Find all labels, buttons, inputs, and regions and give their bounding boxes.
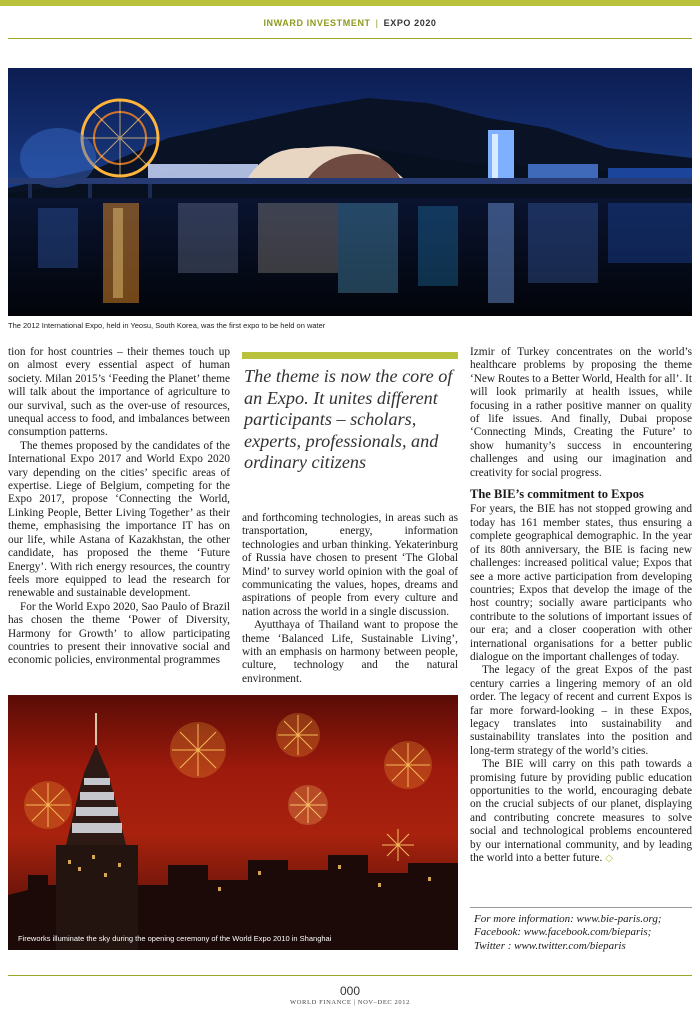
section-label: INWARD INVESTMENT	[263, 18, 371, 28]
header-separator: |	[375, 18, 379, 28]
more-information	[474, 913, 692, 953]
paragraph: The themes proposed by the candidates of the International Expo 2017 and World Expo 2020 vary depending on the cities’ specific areas of expertise. Liege of Belgium, competing for the Expo 2017, propose ‘Connecting the World, Linking People, Better Living Together’ as their theme, emphasising the importance IT has on our life, while Astana of Kazakhstan, the other candidate, has proposed the theme ‘Future Energy’. With rich energy resources, the country feels more equipped to lead the research for renewable and sustainable development.	[8, 439, 230, 600]
end-mark-icon: ◇	[605, 853, 613, 865]
paragraph: and forthcoming technologies, in areas such as transportation, energy, information technologies and urban thinking. Yekaterinburg of Russia have chosen to present ‘The Global Mind’ to survey world opinion with the goal of communicating the values, hopes, dreams and aspirations of people from every culture and nation across the world in a single discussion.	[242, 512, 458, 618]
section-title: EXPO 2020	[383, 18, 437, 28]
info-rule	[470, 907, 692, 908]
accent-bar	[0, 0, 700, 6]
paragraph: The legacy of the great Expos of the past century carries a lingering memory of an old order. The legacy of recent and current Expos is far more forward-looking – in these Expos, legacy translates into sustainability and sustainability translates into the position and long-term strategy of the world’s cities.	[470, 664, 692, 757]
paragraph: Ayutthaya of Thailand want to propose the theme ‘Balanced Life, Sustainable Living’, with an emphasis on harmony between people, culture, technology and the natural environment.	[242, 619, 458, 685]
yeosu-expo-night-photo	[8, 68, 692, 316]
paragraph: tion for host countries – their themes touch up on almost every essential aspect of human society. Milan 2015’s ‘Feeding the Planet’ theme will talk about the importance of agriculture to our survival, such as the over-use of resources, unequal access to food, and imbalances between consumption patterns.	[8, 346, 230, 439]
pullquote-bar	[242, 352, 458, 359]
facebook-link[interactable]: Facebook: www.facebook.com/bieparis;	[474, 926, 652, 939]
photo-caption: Fireworks illuminate the sky during the opening ceremony of the World Expo 2010 in Shanghai	[18, 934, 332, 943]
page-number: 000	[339, 984, 361, 998]
pull-quote: The theme is now the core of an Expo. It unites different participants – scholars, experts, professionals, and ordinary citizens	[244, 366, 453, 473]
shanghai-fireworks-photo	[8, 695, 458, 950]
subheading: The BIE’s commitment to Expos	[470, 487, 644, 502]
paragraph-text: The BIE will carry on this path towards a promising future by providing public education opportunities to the world, encouraging debate on the crucial subjects of our planet, displaying and contributing concrete measures to solve social and technological problems encountered by our international community, and by leading the world into a better future.	[470, 758, 692, 865]
article-column-1	[8, 346, 230, 668]
article-column-3	[470, 346, 692, 865]
footer-rule	[8, 975, 692, 976]
paragraph: For the World Expo 2020, Sao Paulo of Brazil has chosen the theme ‘Power of Diversity, Harmony for Growth’ to allow participating countries to present their innovative social and economic policies, environmental programmes	[8, 600, 230, 667]
paragraph: For years, the BIE has not stopped growing and today has 161 member states, thus ensuring a complete geographical demographic. In the year of its 80th anniversary, the BIE is facing new challenges: increased political value; Expos that see a more active participation from developing countries; Expos that develop the image of the host country; socially aware participants who contribute to the solutions of important issues of our era; and a closer cooperation with other international organisations for a better public dialogue on the important challenges of today.	[470, 503, 692, 663]
website-link[interactable]: For more information: www.bie-paris.org;	[474, 913, 662, 925]
article-column-2	[242, 512, 458, 686]
running-header	[0, 18, 700, 28]
twitter-link[interactable]: Twitter : www.twitter.com/bieparis	[474, 939, 626, 952]
paragraph	[470, 758, 692, 865]
paragraph: Izmir of Turkey concentrates on the world’s healthcare problems by proposing the theme ‘New Routes to a Better World, Health for all’. It will look primarily at health issues, while focusing in a rather positive manner on quality of life issues. And finally, Dubai propose ‘Connecting Minds, Creating the Future’ to show humanity’s success in encountering challenges and using our imagination and creativity for social progress.	[470, 346, 692, 479]
photo-caption: The 2012 International Expo, held in Yeosu, South Korea, was the first expo to be held on water	[8, 321, 326, 330]
header-rule	[8, 38, 692, 39]
publication-info: WORLD FINANCE | NOV–DEC 2012	[290, 999, 410, 1006]
